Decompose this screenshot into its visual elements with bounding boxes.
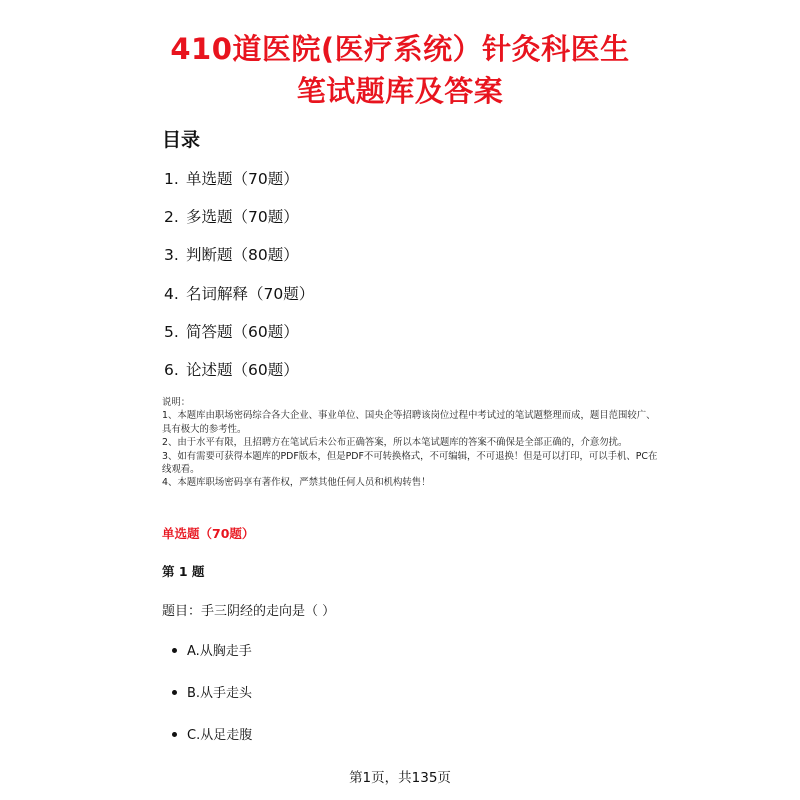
question-text: 题目：手三阴经的走向是（ ） [162,604,336,619]
note-item: 1、本题库由职场密码综合各大企业、事业单位、国央企等招聘该岗位过程中考试过的笔试题整理而成，题目范围较广、具有极大的参考性。 [162,410,656,435]
answer-option-label: A.从胸走手 [187,644,252,659]
toc-item-label: 多选题（70题） [186,208,299,227]
document-title-line-1: 410道医院(医疗系统）针灸科医生 [170,32,630,66]
note-item: 4、本题库职场密码享有著作权，严禁其他任何人员和机构转售！ [162,477,431,489]
answer-option [172,684,252,726]
notes-heading: 说明： [162,397,191,408]
toc-item-number: 5. [164,322,179,341]
toc-item-number: 4. [164,284,179,303]
toc-item-number: 2. [164,208,179,227]
section-title: 单选题（70题） [162,526,255,541]
answer-option [172,726,252,768]
toc-item-number: 3. [164,246,179,265]
table-of-contents [164,164,314,393]
toc-item-term-definition [164,279,314,317]
question-number: 第 1 题 [162,564,205,579]
toc-item-label: 名词解释（70题） [186,284,315,303]
answer-options [172,642,252,768]
toc-item-label: 判断题（80题） [186,246,299,265]
notes-block [162,396,662,490]
document-title-line-2: 笔试题库及答案 [296,74,504,108]
toc-item-true-false [164,240,314,278]
toc-item-single-choice [164,164,314,202]
document-title [0,28,800,112]
toc-heading: 目录 [162,129,201,151]
answer-option-label: B.从手走头 [187,686,253,701]
answer-option-label: C.从足走腹 [187,728,253,743]
bullet-icon [172,690,177,695]
toc-item-essay [164,355,314,393]
toc-item-number: 1. [164,170,179,188]
answer-option [172,642,252,684]
toc-item-short-answer [164,317,314,355]
page-footer: 第1页，共135页 [349,770,451,786]
toc-item-label: 单选题（70题） [186,170,299,188]
bullet-icon [172,732,177,737]
toc-item-number: 6. [164,360,179,379]
toc-item-multiple-choice [164,202,314,240]
note-item: 2、由于水平有限，且招聘方在笔试后未公布正确答案，所以本笔试题库的答案不确保是全部正确的，介意勿扰。 [162,437,628,449]
note-item: 3、如有需要可获得本题库的PDF版本，但是PDF不可转换格式，不可编辑，不可退换！但是可以打印，可以手机、PC在线观看。 [162,450,658,476]
bullet-icon [172,648,177,653]
toc-item-label: 论述题（60题） [186,360,299,379]
toc-item-label: 简答题（60题） [186,322,299,341]
